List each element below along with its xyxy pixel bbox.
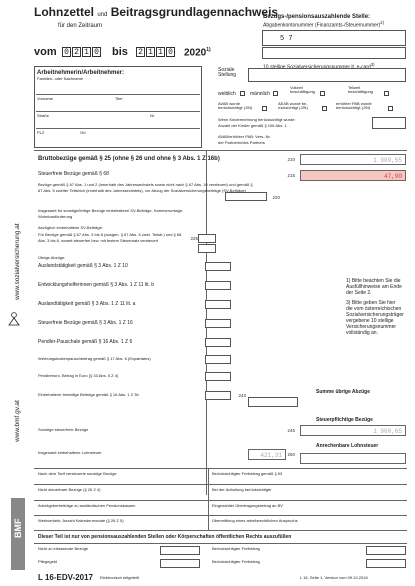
row-abzueglich: Abzüglich einbehaltene SV-Beiträge: xyxy=(38,225,103,230)
footer-title: Dieser Teil ist nur von pensionsauszahlenden Stellen oder Körperschaften öffentlichen Rechts auszufüllen xyxy=(38,534,292,540)
anrechenbare-lohnsteuer: Anrechenbare Lohnsteuer xyxy=(316,443,379,449)
code-215: 215 xyxy=(287,173,295,178)
row-auslandstaetigkeit: Auslandstätigkeit gemäß § 3 Abs. 1 Z 10 xyxy=(38,263,128,269)
erhoehter-pab-label: erhöhter PAB wurde berücksichtigt (J/N) xyxy=(336,101,372,110)
note-2-marker: 3) xyxy=(346,300,351,306)
bis-digit-1[interactable]: 1 xyxy=(146,47,155,57)
abgabenkonto-text: Abgabenkontonummer (Finanzamts-/Steuernummer) xyxy=(263,22,381,29)
kinder-field[interactable] xyxy=(372,117,406,129)
year-value: 2020 xyxy=(184,47,207,59)
form-title xyxy=(34,6,278,18)
grid-label-5: Arbeitgeberbeiträge zu ausländischen Pensionskassen xyxy=(38,503,136,508)
row-225-label: Für Bezüge gemäß § 67 Abs. 3 bis 8 (ausgen. § 67 Abs. 5 zwei. Teilstr.) und § 68 Abs. 3 bis 6, soweit steuerfrei bzw. mit festem Steuersatz versteuert xyxy=(38,232,182,243)
code-225: 225 xyxy=(190,236,198,241)
title-und: und xyxy=(97,12,108,18)
field-steuerfrei-16[interactable] xyxy=(205,319,231,328)
footer-field-4[interactable] xyxy=(366,559,406,568)
row-steuerfrei-68: Steuerfreie Bezüge gemäß § 68 xyxy=(38,171,109,177)
year xyxy=(184,48,211,58)
vollzeit-label: Vollzeit beschäftigung xyxy=(290,85,315,94)
bis-label: bis xyxy=(112,46,128,58)
checkbox-teilzeit[interactable] xyxy=(384,91,389,96)
checkbox-weiblich[interactable] xyxy=(240,91,245,96)
ort-label: Ort xyxy=(80,130,86,135)
grid-label-7: Werkverkehr, Anzahl Kalendermonate (§ 26 Z 5) xyxy=(38,518,124,523)
row-entwicklungshelfer: Entwicklungshelferinnen gemäß § 3 Abs. 1 Z 11 lit. b xyxy=(38,282,155,288)
form-id: L 16-EDV-2017 xyxy=(38,573,93,582)
left-margin xyxy=(0,0,29,586)
amount-260[interactable]: 421,31 xyxy=(248,449,286,460)
grid-label-3: Nicht steuerbare Bezüge (§ 26 Z 4) xyxy=(38,487,101,492)
grid-label-4: Bei der Aufrollung berücksichtigte xyxy=(212,487,272,492)
side-note-1 xyxy=(346,278,402,296)
grid-label-6: Eingezahlter Übertragungsbetrag an BV xyxy=(212,503,283,508)
vorname-label: Vorname xyxy=(37,96,54,101)
field-225[interactable] xyxy=(198,234,216,243)
bmf-logo-text: BMF xyxy=(13,518,23,538)
field-entwicklungshelfer[interactable] xyxy=(205,281,231,290)
row-bezuege-67: Bezüge gemäß § 67 Abs. 1 und 2 (innerhalb des Jahressechstels sowie nicht nach § 67 Abs. 10 versteuert) und gemäß § 67 Abs. 5 zweiter Teilstrich (innerhalb des Jahressechstels), vor Abzug der Sozialversicherungsbeiträge (SV-Beiträge) xyxy=(38,182,253,193)
footer-field-2[interactable] xyxy=(366,546,406,555)
aeab-label: AEAB wurde be- rücksichtigt (J/N) xyxy=(278,101,308,110)
sozialversicherung-url: www.sozialversicherung.at xyxy=(14,223,21,300)
amount-210[interactable]: 1 909,55 xyxy=(300,154,406,165)
note-1-marker: 1) xyxy=(346,278,351,284)
field-summe-abzuege[interactable] xyxy=(248,397,298,407)
bezugsstelle-title: Bezugs-/pensionsauszahlende Stelle: xyxy=(263,14,371,20)
amount-215[interactable]: 47,90 xyxy=(300,170,406,181)
year-footnote: 1) xyxy=(206,47,211,53)
vom-digit-3[interactable]: 0 xyxy=(92,47,101,57)
row-bruttobezuege: Bruttobezüge gemäß § 25 (ohne § 26 und ohne § 3 Abs. 1 Z 16b) xyxy=(38,156,220,162)
avab-label: AVAB wurde berücksichtigt (J/N) xyxy=(218,101,253,110)
field-230[interactable] xyxy=(198,244,216,253)
checkbox-vollzeit[interactable] xyxy=(320,91,325,96)
title-lohnzettel: Lohnzettel xyxy=(34,5,94,19)
name-label: Familien- oder Nachname xyxy=(37,76,84,81)
checkbox-aeab[interactable] xyxy=(322,106,327,111)
checkbox-maennlich[interactable] xyxy=(273,91,278,96)
field-pendlereuro[interactable] xyxy=(205,372,231,381)
row-auslandstaetigkeit-a: Auslandtätigkeit gemäß § 3 Abs. 1 Z 11 lit. a xyxy=(38,301,136,307)
zeitraum-label: für den Zeitraum xyxy=(58,23,103,29)
bis-digit-0[interactable]: 2 xyxy=(136,47,145,57)
footer-field-1[interactable] xyxy=(160,546,200,555)
row-insgesamt-sv: Insgesamt für sonstige/fertige Bezüge einbehaltene SV-Beiträge, Kammerumlage, Wohnbauförderung xyxy=(38,208,184,219)
footer-row-4: Berücksichtigter Freibetrag xyxy=(212,559,260,564)
code-260: 260 xyxy=(287,452,295,457)
employee-heading: Arbeitnehmerin/Arbeitnehmer: xyxy=(37,70,125,76)
person-icon xyxy=(8,312,20,326)
row-werbungskosten: Werbungskostenpauschbetrag gemäß § 17 Abs. 6 (Expatriates) xyxy=(38,356,151,361)
avab-vers-label: AVAB/erhöhter PAB: Vers.-Nr. xyxy=(218,134,271,139)
amount-lohnsteuer-right[interactable] xyxy=(300,453,406,464)
nr-label: Nr xyxy=(150,113,155,118)
row-pendler-pauschale: Pendler-Pauschale gemäß § 16 Abs. 1 Z 6 xyxy=(38,339,133,345)
row-freiwillige-beitraege: Einbehaltene freiwillige Beiträge gemäß § 16 Abs. 1 Z 3b xyxy=(38,392,139,397)
footer-row-3: Pflegegeld xyxy=(38,559,57,564)
svnr-footnote: 3) xyxy=(370,62,375,67)
title-beitrags: Beitragsgrundlagennachweis xyxy=(110,5,279,19)
form-note: Elektronisch mitgeteilt xyxy=(100,575,139,580)
row-lohnsteuer: Insgesamt einbehaltene Lohnsteuer xyxy=(38,450,102,455)
footer-row-1: Nicht zu erfassende Bezüge xyxy=(38,546,89,551)
gender-weiblich: weiblich xyxy=(218,91,236,97)
vom-digit-2[interactable]: 1 xyxy=(82,47,91,57)
field-243[interactable] xyxy=(205,391,231,400)
field-auslandstaetigkeit-a[interactable] xyxy=(205,300,231,309)
bmf-url: www.bmf.gv.at xyxy=(14,400,21,442)
soziale-stellung-label: Soziale Stellung xyxy=(218,67,237,78)
vom-digit-0[interactable]: 0 xyxy=(62,47,71,57)
bmf-logo xyxy=(11,498,25,570)
kinder-line1: Wenn Kindermehrung berücksichtigt wurde: xyxy=(218,117,296,122)
note-2-text: Bitte geben Sie hier die vom österreichischen Sozialversicherungsträger vergebene 10 stellige Versicherungsnummer vollständig an. xyxy=(346,300,404,336)
checkbox-avab[interactable] xyxy=(262,106,267,111)
checkbox-erhoehter-pab[interactable] xyxy=(388,106,393,111)
abgabenkonto-footnote: 2) xyxy=(380,20,384,25)
code-210: 210 xyxy=(287,157,295,162)
row-steuerfrei-16: Steuerfreie Bezüge gemäß § 3 Abs. 1 Z 16 xyxy=(38,320,133,326)
field-werbungskosten[interactable] xyxy=(205,355,231,364)
row-sonstige-steuerfrei: Sonstige steuerfreie Bezüge xyxy=(38,427,89,432)
side-note-2 xyxy=(346,300,402,336)
bis-digit-3[interactable]: 0 xyxy=(166,47,175,57)
abgabenkonto-value: 5 7 xyxy=(280,35,293,43)
field-auslandstaetigkeit[interactable] xyxy=(205,262,231,271)
steuerpflichtige-bezuege: Steuerpflichtige Bezüge xyxy=(316,417,373,423)
amount-245[interactable]: 1 900,65 xyxy=(300,425,406,436)
field-pendler-pauschale[interactable] xyxy=(205,338,231,347)
bis-digit-2[interactable]: 1 xyxy=(156,47,165,57)
soziale-stellung-field[interactable] xyxy=(248,68,406,82)
code-220: 220 xyxy=(272,195,280,200)
row-pendlereuro: Pendlereuro, Betrag in Euro (§ 33 Abs. 5 Z 4) xyxy=(38,373,119,378)
uebrige-abzuege-label: Übrige Abzüge: xyxy=(38,255,66,260)
footer-field-3[interactable] xyxy=(160,559,200,568)
avab-vers-label2: der Partnerin/des Partners xyxy=(218,140,265,145)
grid-label-1: Nach dem Tarif versteuerte sonstige Bezüge xyxy=(38,471,117,476)
field-220[interactable] xyxy=(225,192,267,201)
strasse-label: Straße xyxy=(37,113,50,118)
vom-label: vom xyxy=(34,46,57,58)
plz-label: PLZ xyxy=(37,130,45,135)
vom-digit-1[interactable]: 2 xyxy=(72,47,81,57)
kinder-line2: Anzahl der Kinder gemäß § 106 Abs. 1 xyxy=(218,123,287,128)
code-243: 243 xyxy=(238,393,246,398)
abgabenkonto-label xyxy=(263,21,384,29)
footer-row-2: Berücksichtigter Freibetrag xyxy=(212,546,260,551)
grid-label-8: Übermittlung eines arbeitsrechtlichen Anspruchs xyxy=(212,518,298,523)
note-1-text: Bitte beachten Sie die Ausfüllhinweise am Ende der Seite 2. xyxy=(346,278,402,296)
code-245: 245 xyxy=(287,428,295,433)
grid-label-2: Berücksichtigter Freibetrag gemäß § 63 xyxy=(212,471,283,476)
footer-version: L 16, Seite 1, Version vom 09.10.2016 xyxy=(300,575,368,580)
svnr-field[interactable] xyxy=(262,47,406,59)
gender-maennlich: männlich xyxy=(250,91,271,97)
teilzeit-label: Teilzeit beschäftigung xyxy=(348,85,373,94)
summe-uebrige-abzuege: Summe übrige Abzüge xyxy=(316,389,370,395)
titel-label: Titel xyxy=(115,96,123,101)
